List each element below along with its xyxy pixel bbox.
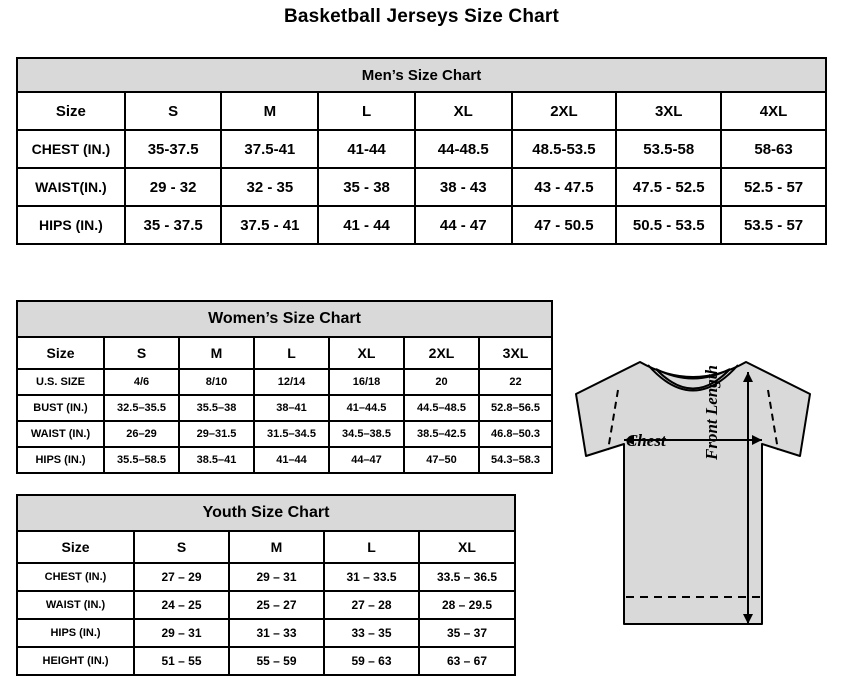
shirt-body-shape (576, 362, 810, 624)
womens-cell-hips-m: 38.5–41 (179, 447, 254, 473)
mens-header-s: S (125, 92, 222, 130)
youth-cell-chest-s: 27 – 29 (134, 563, 229, 591)
youth-cell-height-xl: 63 – 67 (419, 647, 515, 675)
mens-cell-chest-4xl: 58-63 (721, 130, 826, 168)
youth-row-label-chest: CHEST (IN.) (17, 563, 134, 591)
mens-cell-waist-xl: 38 - 43 (415, 168, 512, 206)
womens-cell-hips-s: 35.5–58.5 (104, 447, 179, 473)
front-length-measure-label: Front Length (702, 365, 721, 460)
mens-cell-waist-2xl: 43 - 47.5 (512, 168, 617, 206)
youth-cell-waist-s: 24 – 25 (134, 591, 229, 619)
table-row (17, 395, 552, 421)
table-header-row (17, 337, 552, 369)
table-row (17, 619, 515, 647)
mens-header-2xl: 2XL (512, 92, 617, 130)
womens-header-size: Size (17, 337, 104, 369)
youth-chart-caption: Youth Size Chart (17, 495, 515, 531)
mens-cell-hips-4xl: 53.5 - 57 (721, 206, 826, 244)
mens-cell-waist-s: 29 - 32 (125, 168, 222, 206)
womens-cell-waist-s: 26–29 (104, 421, 179, 447)
womens-header-3xl: 3XL (479, 337, 552, 369)
youth-cell-waist-m: 25 – 27 (229, 591, 324, 619)
womens-cell-us-size-3xl: 22 (479, 369, 552, 395)
mens-cell-hips-l: 41 - 44 (318, 206, 415, 244)
youth-cell-hips-s: 29 – 31 (134, 619, 229, 647)
mens-cell-hips-m: 37.5 - 41 (221, 206, 318, 244)
youth-row-label-height: HEIGHT (IN.) (17, 647, 134, 675)
youth-cell-waist-l: 27 – 28 (324, 591, 419, 619)
mens-cell-hips-3xl: 50.5 - 53.5 (616, 206, 721, 244)
table-row (17, 168, 826, 206)
youth-row-label-waist: WAIST (IN.) (17, 591, 134, 619)
table-row (17, 369, 552, 395)
mens-cell-hips-s: 35 - 37.5 (125, 206, 222, 244)
youth-row-label-hips: HIPS (IN.) (17, 619, 134, 647)
youth-cell-height-m: 55 – 59 (229, 647, 324, 675)
womens-row-label-waist: WAIST (IN.) (17, 421, 104, 447)
womens-cell-waist-m: 29–31.5 (179, 421, 254, 447)
table-row (17, 206, 826, 244)
womens-cell-bust-s: 32.5–35.5 (104, 395, 179, 421)
womens-cell-hips-3xl: 54.3–58.3 (479, 447, 552, 473)
youth-header-m: M (229, 531, 324, 563)
mens-cell-hips-2xl: 47 - 50.5 (512, 206, 617, 244)
mens-row-label-chest: CHEST (IN.) (17, 130, 125, 168)
youth-header-l: L (324, 531, 419, 563)
mens-cell-hips-xl: 44 - 47 (415, 206, 512, 244)
table-row (17, 563, 515, 591)
table-caption-row (17, 495, 515, 531)
mens-cell-waist-3xl: 47.5 - 52.5 (616, 168, 721, 206)
mens-cell-chest-s: 35-37.5 (125, 130, 222, 168)
youth-cell-hips-xl: 35 – 37 (419, 619, 515, 647)
table-row (17, 447, 552, 473)
youth-cell-height-s: 51 – 55 (134, 647, 229, 675)
womens-header-m: M (179, 337, 254, 369)
table-header-row (17, 92, 826, 130)
mens-cell-chest-2xl: 48.5-53.5 (512, 130, 617, 168)
womens-row-label-bust: BUST (IN.) (17, 395, 104, 421)
womens-chart-caption: Women’s Size Chart (17, 301, 552, 337)
womens-cell-bust-l: 38–41 (254, 395, 329, 421)
mens-cell-chest-m: 37.5-41 (221, 130, 318, 168)
womens-cell-waist-2xl: 38.5–42.5 (404, 421, 479, 447)
youth-cell-hips-m: 31 – 33 (229, 619, 324, 647)
womens-cell-waist-l: 31.5–34.5 (254, 421, 329, 447)
womens-header-l: L (254, 337, 329, 369)
womens-row-label-us-size: U.S. SIZE (17, 369, 104, 395)
mens-row-label-hips: HIPS (IN.) (17, 206, 125, 244)
mens-cell-chest-3xl: 53.5-58 (616, 130, 721, 168)
mens-header-l: L (318, 92, 415, 130)
page-title: Basketball Jerseys Size Chart (283, 6, 560, 27)
youth-cell-waist-xl: 28 – 29.5 (419, 591, 515, 619)
womens-cell-us-size-m: 8/10 (179, 369, 254, 395)
mens-header-size: Size (17, 92, 125, 130)
mens-header-xl: XL (415, 92, 512, 130)
jersey-measurement-diagram (548, 352, 838, 674)
table-row (17, 647, 515, 675)
mens-cell-waist-l: 35 - 38 (318, 168, 415, 206)
table-row (17, 130, 826, 168)
mens-cell-chest-xl: 44-48.5 (415, 130, 512, 168)
mens-cell-waist-m: 32 - 35 (221, 168, 318, 206)
youth-cell-chest-xl: 33.5 – 36.5 (419, 563, 515, 591)
womens-row-label-hips: HIPS (IN.) (17, 447, 104, 473)
womens-header-s: S (104, 337, 179, 369)
womens-cell-us-size-2xl: 20 (404, 369, 479, 395)
youth-cell-height-l: 59 – 63 (324, 647, 419, 675)
youth-cell-chest-l: 31 – 33.5 (324, 563, 419, 591)
womens-cell-waist-3xl: 46.8–50.3 (479, 421, 552, 447)
womens-cell-waist-xl: 34.5–38.5 (329, 421, 404, 447)
table-header-row (17, 531, 515, 563)
youth-header-s: S (134, 531, 229, 563)
youth-size-chart (16, 494, 516, 676)
womens-cell-us-size-s: 4/6 (104, 369, 179, 395)
mens-header-3xl: 3XL (616, 92, 721, 130)
table-caption-row (17, 301, 552, 337)
table-caption-row (17, 58, 826, 92)
womens-cell-us-size-xl: 16/18 (329, 369, 404, 395)
womens-cell-hips-xl: 44–47 (329, 447, 404, 473)
womens-header-xl: XL (329, 337, 404, 369)
womens-cell-bust-m: 35.5–38 (179, 395, 254, 421)
womens-cell-bust-xl: 41–44.5 (329, 395, 404, 421)
chest-measure-label: Chest (626, 431, 666, 450)
womens-cell-bust-2xl: 44.5–48.5 (404, 395, 479, 421)
womens-header-2xl: 2XL (404, 337, 479, 369)
mens-header-m: M (221, 92, 318, 130)
youth-header-xl: XL (419, 531, 515, 563)
youth-cell-hips-l: 33 – 35 (324, 619, 419, 647)
table-row (17, 591, 515, 619)
womens-cell-us-size-l: 12/14 (254, 369, 329, 395)
jersey-shirt-icon (548, 352, 838, 674)
youth-cell-chest-m: 29 – 31 (229, 563, 324, 591)
mens-chart-caption: Men’s Size Chart (17, 58, 826, 92)
youth-header-size: Size (17, 531, 134, 563)
mens-cell-chest-l: 41-44 (318, 130, 415, 168)
mens-cell-waist-4xl: 52.5 - 57 (721, 168, 826, 206)
mens-header-4xl: 4XL (721, 92, 826, 130)
womens-cell-bust-3xl: 52.8–56.5 (479, 395, 552, 421)
womens-cell-hips-2xl: 47–50 (404, 447, 479, 473)
table-row (17, 421, 552, 447)
womens-size-chart (16, 300, 553, 474)
mens-size-chart (16, 57, 827, 245)
mens-row-label-waist: WAIST(IN.) (17, 168, 125, 206)
womens-cell-hips-l: 41–44 (254, 447, 329, 473)
